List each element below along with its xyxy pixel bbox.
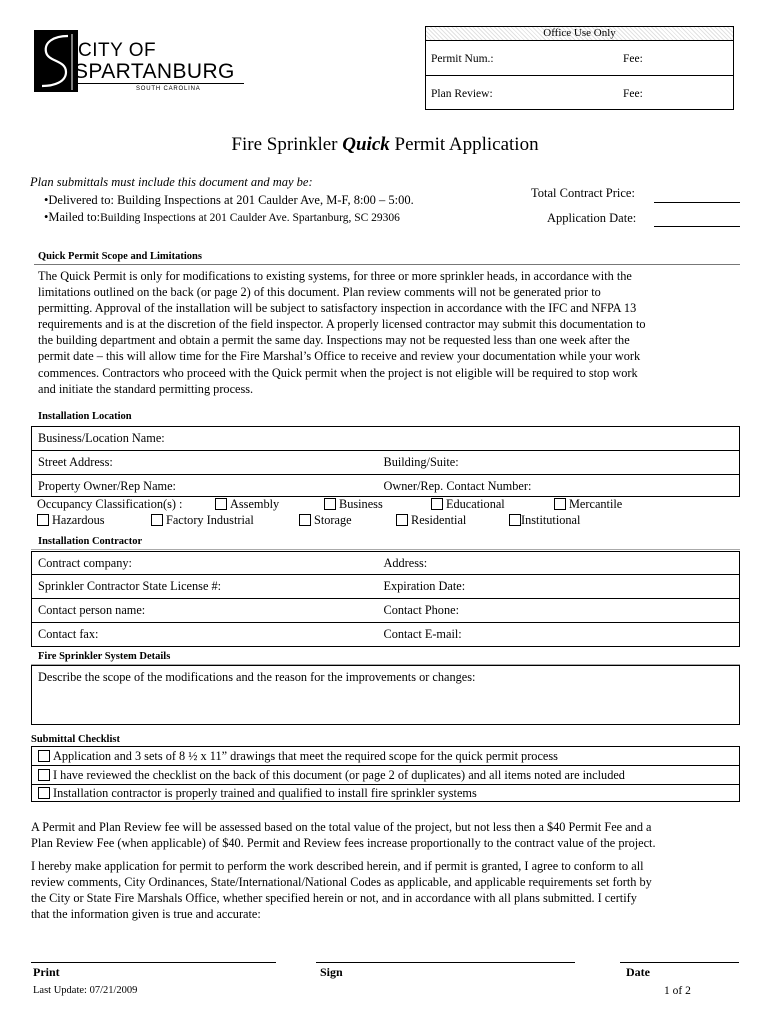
application-date-label: Application Date: — [547, 211, 637, 225]
contractor-address-field[interactable]: Address: — [378, 552, 740, 575]
contact-phone-field[interactable]: Contact Phone: — [378, 599, 740, 623]
city-s-mark-icon — [34, 30, 78, 92]
last-update: Last Update: 07/21/2009 — [33, 985, 138, 996]
contact-fax-field[interactable]: Contact fax: — [32, 623, 378, 647]
occupancy-hazardous[interactable]: Hazardous — [37, 513, 105, 528]
location-table — [31, 426, 740, 497]
scope-rule — [34, 264, 740, 265]
license-field[interactable]: Sprinkler Contractor State License #: — [32, 575, 378, 599]
contractor-title: Installation Contractor — [38, 536, 143, 547]
checkbox-icon[interactable] — [299, 514, 311, 526]
mailed-label: •Mailed to: — [44, 210, 101, 224]
plan-review-label: Plan Review: — [431, 88, 493, 100]
office-use-title: Office Use Only — [426, 27, 733, 41]
contact-name-field[interactable]: Contact person name: — [32, 599, 378, 623]
office-use-box — [425, 26, 734, 110]
occupancy-institutional[interactable]: Institutional — [509, 513, 580, 528]
scope-description-label: Describe the scope of the modifications and the reason for the improvements or changes: — [38, 670, 476, 684]
contact-email-field[interactable]: Contact E-mail: — [378, 623, 740, 647]
contract-company-field[interactable]: Contract company: — [32, 552, 378, 575]
street-address-field[interactable]: Street Address: — [32, 451, 378, 475]
certify-paragraph: I hereby make application for permit to perform the work described herein, and if permit is granted, I agree to conform to all review comments, City Ordinances, State/International/National Codes as applicable, and applicable requirements set forth by the City or State Fire Marshals Office, whether specified herein or not, and in accordance with all plans submitted. I certify that the information given is true and accurate: — [31, 859, 652, 922]
scope-description-field[interactable] — [31, 665, 740, 725]
occupancy-business[interactable]: Business — [324, 497, 383, 512]
checkbox-icon[interactable] — [431, 498, 443, 510]
fee-label-2: Fee: — [623, 88, 643, 100]
owner-contact-field[interactable]: Owner/Rep. Contact Number: — [378, 475, 740, 497]
checkbox-icon[interactable] — [215, 498, 227, 510]
fee-label-1: Fee: — [623, 53, 643, 65]
logo-spartanburg: SPARTANBURG — [74, 60, 235, 83]
page-number: 1 of 2 — [664, 985, 691, 997]
permit-num-label: Permit Num.: — [431, 53, 494, 65]
occupancy-factory[interactable]: Factory Industrial — [151, 513, 254, 528]
checkbox-icon[interactable] — [38, 750, 50, 762]
logo-south-carolina: SOUTH CAROLINA — [136, 86, 201, 92]
occupancy-residential[interactable]: Residential — [396, 513, 466, 528]
details-title: Fire Sprinkler System Details — [38, 651, 171, 662]
application-date-field[interactable] — [654, 226, 740, 227]
checklist-title: Submittal Checklist — [31, 734, 120, 745]
occupancy-assembly[interactable]: Assembly — [215, 497, 279, 512]
checkbox-icon[interactable] — [38, 769, 50, 781]
location-title: Installation Location — [38, 411, 132, 422]
occupancy-educational[interactable]: Educational — [431, 497, 505, 512]
checkbox-icon[interactable] — [37, 514, 49, 526]
total-price-label: Total Contract Price: — [531, 186, 635, 200]
checkbox-icon[interactable] — [509, 514, 521, 526]
submittal-intro: Plan submittals must include this document and may be: — [30, 175, 313, 189]
page-title: Fire Sprinkler Quick Permit Application — [231, 134, 539, 155]
checkbox-icon[interactable] — [151, 514, 163, 526]
mailed-address: Building Inspections at 201 Caulder Ave. Spartanburg, SC 29306 — [100, 212, 400, 224]
sign-line[interactable] — [316, 962, 575, 963]
checklist-item[interactable]: Installation contractor is properly trained and qualified to install fire sprinkler systems — [32, 785, 739, 802]
print-label: Print — [33, 965, 60, 979]
checkbox-icon[interactable] — [324, 498, 336, 510]
scope-title: Quick Permit Scope and Limitations — [38, 251, 202, 262]
occupancy-mercantile[interactable]: Mercantile — [554, 497, 622, 512]
occupancy-label: Occupancy Classification(s) : — [37, 497, 183, 511]
checklist-box — [31, 746, 740, 802]
contractor-table — [31, 551, 740, 647]
fee-paragraph: A Permit and Plan Review fee will be assessed based on the total value of the project, but not less then a $40 Permit Fee and a Plan Review Fee (when applicable) of $40. Permit and Review fees increase proportionally to the contract value of the project. — [31, 820, 656, 851]
print-line[interactable] — [31, 962, 276, 963]
office-row-permit — [426, 42, 733, 76]
contractor-rule — [31, 549, 740, 550]
office-row-plan — [426, 77, 733, 111]
expiration-date-field[interactable]: Expiration Date: — [378, 575, 740, 599]
date-label: Date — [626, 965, 650, 979]
checklist-item[interactable]: Application and 3 sets of 8 ½ x 11” drawings that meet the required scope for the quick permit process — [32, 747, 739, 766]
business-name-field[interactable]: Business/Location Name: — [32, 427, 740, 451]
owner-name-field[interactable]: Property Owner/Rep Name: — [32, 475, 378, 497]
checklist-item[interactable]: I have reviewed the checklist on the back of this document (or page 2 of duplicates) and all items noted are included — [32, 766, 739, 785]
checkbox-icon[interactable] — [554, 498, 566, 510]
delivered-line: •Delivered to: Building Inspections at 201 Caulder Ave, M-F, 8:00 – 5:00. — [44, 193, 414, 207]
city-logo — [34, 30, 234, 94]
checkbox-icon[interactable] — [396, 514, 408, 526]
occupancy-storage[interactable]: Storage — [299, 513, 352, 528]
date-line[interactable] — [620, 962, 739, 963]
logo-city-of: CITY OF — [78, 40, 157, 61]
building-suite-field[interactable]: Building/Suite: — [378, 451, 740, 475]
scope-paragraph: The Quick Permit is only for modifications to existing systems, for three or more sprinkler heads, in accordance with the limitations outlined on the back (or page 2) of this document. Plan review comments will not be generated prior to permitting. Approval of the installation will be subject to satisfactory inspection in accordance with the IFC and NFPA 13 requirements and is at the discretion of the field inspector. A properly licensed contractor may submit this documentation to the building department and obtain a permit the same day. Inspections may not be requested less than one week after the permit date – this will allow time for the Fire Marshal’s Office to receive and review your documentation while your work commences. Contractors who proceed with the Quick permit when the project is not eligible will be required to stop work and initiate the standard permitting process. — [38, 269, 646, 396]
checkbox-icon[interactable] — [38, 787, 50, 799]
total-price-field[interactable] — [654, 202, 740, 203]
mailed-line — [44, 210, 400, 225]
sign-label: Sign — [320, 965, 343, 979]
logo-rule — [74, 83, 244, 84]
